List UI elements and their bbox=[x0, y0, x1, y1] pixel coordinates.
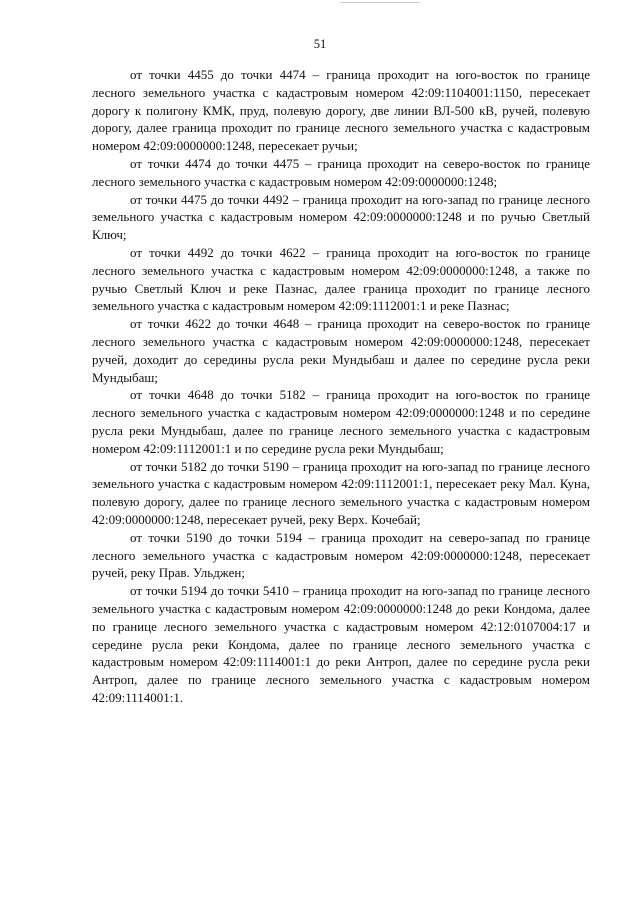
paragraph-5182-5190: от точки 5182 до точки 5190 – граница проходит на юго-запад по границе лесного земельного участка с кадастровым номером 42:09:1112001:1, пересекает реку Мал. Куна, полевую дорогу, далее по границе лесного земельного участка с кадастровым номером 42:09:0000000:1248, пересекает ручей, реку Верх. Кочебай; bbox=[92, 458, 590, 527]
paragraph-4492-4622: от точки 4492 до точки 4622 – граница проходит на юго-восток по границе лесного земельного участка с кадастровым номером 42:09:0000000:1248, а также по ручью Светлый Ключ и реке Пазнас, далее граница проходит по границе лесного земельного участка с кадастровым номером 42:09:1112001:1 и реке Пазнас; bbox=[92, 244, 590, 314]
paragraph-5194-5410: от точки 5194 до точки 5410 – граница проходит на юго-запад по границе лесного земельного участка с кадастровым номером 42:09:0000000:1248 до реки Кондома, далее по границе лесного земельного участка с кадастровым номером 42:12:0107004:17 и середине русла реки Кондома, далее по границе лесного земельного участка с кадастровым номером 42:09:1114001:1 до реки Антроп, далее по середине русла реки Антроп, далее по границе лесного земельного участка с кадастровым номером 42:09:1114001:1. bbox=[92, 583, 590, 705]
paragraph-4474-4475: от точки 4474 до точки 4475 – граница проходит на северо-восток по границе лесного земельного участка с кадастровым номером 42:09:0000000:1248; bbox=[92, 155, 590, 189]
document-body bbox=[92, 66, 590, 707]
paragraph-4648-5182: от точки 4648 до точки 5182 – граница проходит на юго-восток по границе лесного земельного участка с кадастровым номером 42:09:0000000:1248 и по середине русла реки Мундыбаш, далее по границе лесного земельного участка с кадастровым номером 42:09:1112001:1 и по середине русла реки Мундыбаш; bbox=[92, 387, 590, 456]
paragraph-4455-4474: от точки 4455 до точки 4474 – граница проходит на юго-восток по границе лесного земельного участка с кадастровым номером 42:09:1104001:1150, пересекает дорогу к полигону КМК, пруд, полевую дорогу, две линии ВЛ-500 кВ, ручей, полевую дорогу, далее граница проходит по границе лесного земельного участка с кадастровым номером 42:09:0000000:1248, пересекает ручьи; bbox=[92, 67, 590, 154]
paragraph-4622-4648: от точки 4622 до точки 4648 – граница проходит на северо-восток по границе лесного земельного участка с кадастровым номером 42:09:0000000:1248, пересекает ручей, доходит до середины русла реки Мундыбаш и далее по середине русла реки Мундыбаш; bbox=[92, 316, 590, 385]
paragraph-5190-5194: от точки 5190 до точки 5194 – граница проходит на северо-запад по границе лесного земельного участка с кадастровым номером 42:09:0000000:1248, пересекает ручей, реку Прав. Ульджен; bbox=[92, 529, 590, 581]
scan-artifact-line bbox=[340, 2, 420, 3]
page-number: 51 bbox=[313, 37, 327, 51]
paragraph-4475-4492: от точки 4475 до точки 4492 – граница проходит на юго-запад по границе лесного земельного участка с кадастровым номером 42:09:0000000:1248 и по ручью Светлый Ключ; bbox=[92, 191, 590, 243]
